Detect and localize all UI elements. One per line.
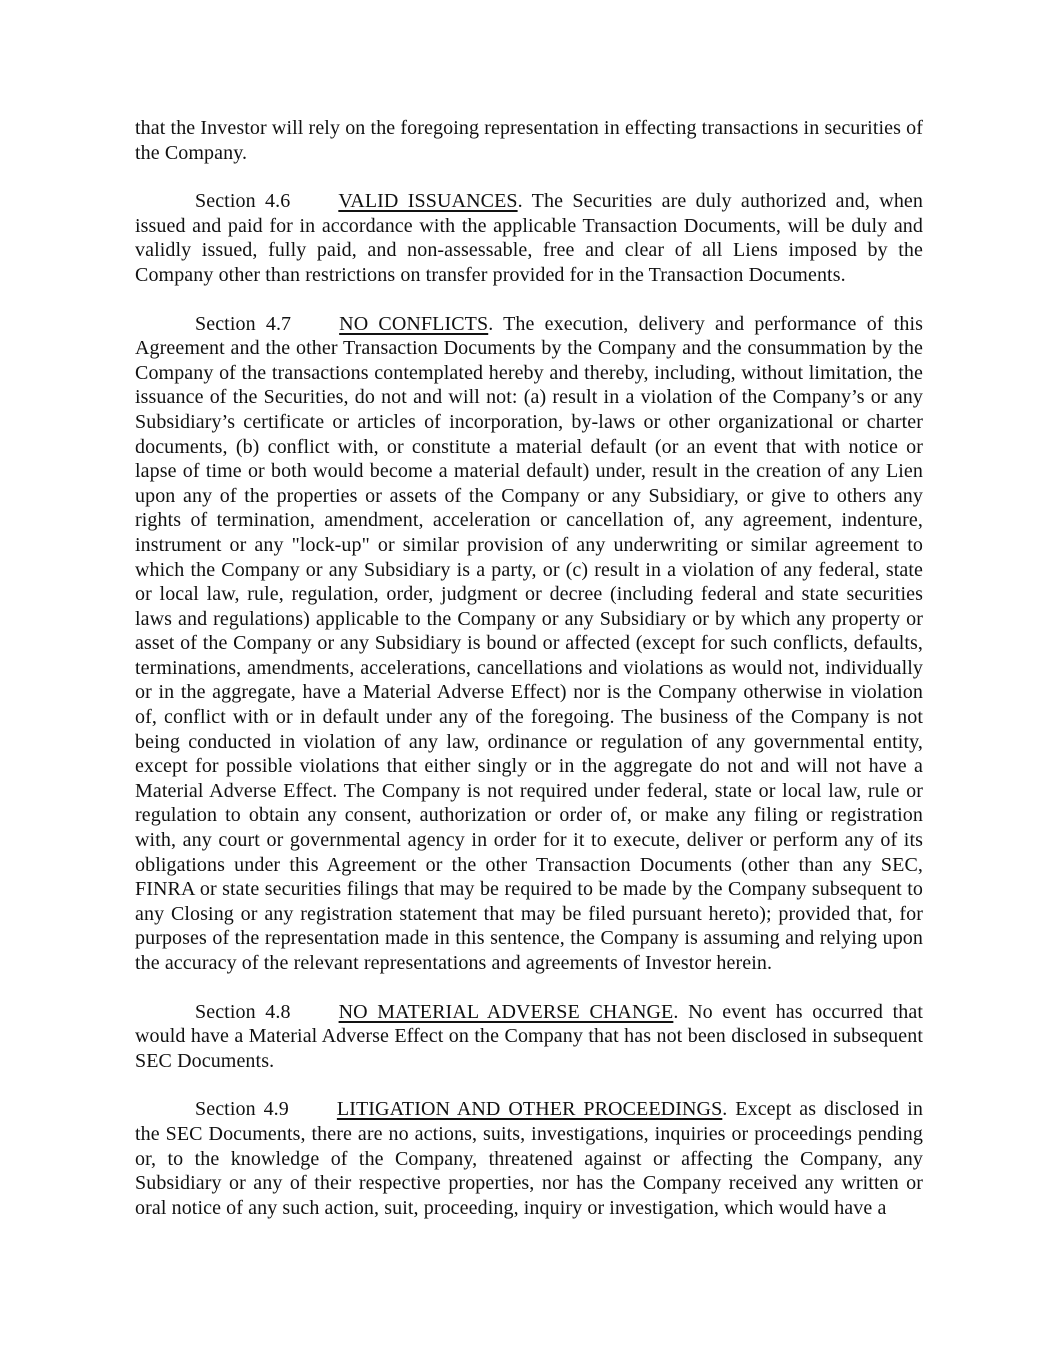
section-4-9-heading: LITIGATION AND OTHER PROCEEDINGS bbox=[336, 1098, 723, 1121]
section-4-8-paragraph bbox=[135, 1000, 923, 1074]
section-4-9-paragraph bbox=[135, 1097, 923, 1220]
document-content bbox=[135, 116, 923, 1244]
section-4-6-heading: VALID ISSUANCES bbox=[338, 190, 518, 213]
intro-paragraph: that the Investor will rely on the foregoing representation in effecting transactions in securities of the Company. bbox=[135, 117, 923, 164]
section-4-7-heading: NO CONFLICTS bbox=[339, 312, 489, 335]
section-4-8-body: . No event has occurred that would have a Material Adverse Effect on the Company that has not been disclosed in subsequent SEC Documents. bbox=[135, 1000, 923, 1072]
section-4-6-body: . The Securities are duly authorized and, when issued and paid for in accordance with the applicable Transaction Documents, will be duly and validly issued, fully paid, and non-assessable, free and clear of all Liens imposed by the Company other than restrictions on transfer provided for in the Transaction Documents. bbox=[135, 190, 923, 286]
section-4-7-paragraph bbox=[135, 312, 923, 976]
section-4-6-number: Section 4.6 bbox=[195, 190, 291, 213]
section-4-6-paragraph bbox=[135, 189, 923, 287]
section-4-8-number: Section 4.8 bbox=[195, 1000, 291, 1023]
section-4-7-number: Section 4.7 bbox=[195, 312, 292, 335]
section-4-8-heading: NO MATERIAL ADVERSE CHANGE bbox=[338, 1000, 674, 1023]
section-4-9-body: . Except as disclosed in the SEC Documents, there are no actions, suits, investigations, inquiries or proceedings pending or, to the knowledge of the Company, threatened against or affecting the Company, any Subsidiary or any of their respective properties, nor has the Company received any written or oral notice of any such action, suit, proceeding, inquiry or investigation, which would have a bbox=[135, 1098, 923, 1219]
section-4-7-body: . The execution, delivery and performance of this Agreement and the other Transaction Documents by the Company and the consummation by the Company of the transactions contemplated hereby and thereby, including, without limitation, the issuance of the Securities, do not and will not: (a) result in a violation of the Company’s or any Subsidiary’s certificate or articles of incorporation, by-laws or other organizational or charter documents, (b) conflict with, or constitute a material default (or an event that with notice or lapse of time or both would become a material default) under, result in the creation of any Lien upon any of the properties or assets of the Company or any Subsidiary, or give to others any rights of termination, amendment, acceleration or cancellation of, any agreement, indenture, instrument or any "lock-up" or similar provision of any underwriting or similar agreement to which the Company or any Subsidiary is a party, or (c) result in a violation of any federal, state or local law, rule, regulation, order, judgment or decree (including federal and state securities laws and regulations) applicable to the Company or any Subsidiary or by which any property or asset of the Company or any Subsidiary is bound or affected (except for such conflicts, defaults, terminations, amendments, accelerations, cancellations and violations as would not, individually or in the aggregate, have a Material Adverse Effect) nor is the Company otherwise in violation of, conflict with or in default under any of the foregoing. The business of the Company is not being conducted in violation of any law, ordinance or regulation of any governmental entity, except for possible violations that either singly or in the aggregate do not and will not have a Material Adverse Effect. The Company is not required under federal, state or local law, rule or regulation to obtain any consent, authorization or order of, or make any filing or registration with, any court or governmental agency in order for it to execute, deliver or perform any of its obligations under this Agreement or the other Transaction Documents (other than any SEC, FINRA or state securities filings that may be required to be made by the Company subsequent to any Closing or any registration statement that may be filed pursuant hereto); provided that, for purposes of the representation made in this sentence, the Company is assuming and relying upon the accuracy of the relevant representations and agreements of Investor herein. bbox=[135, 312, 924, 974]
section-4-9-number: Section 4.9 bbox=[195, 1098, 289, 1121]
